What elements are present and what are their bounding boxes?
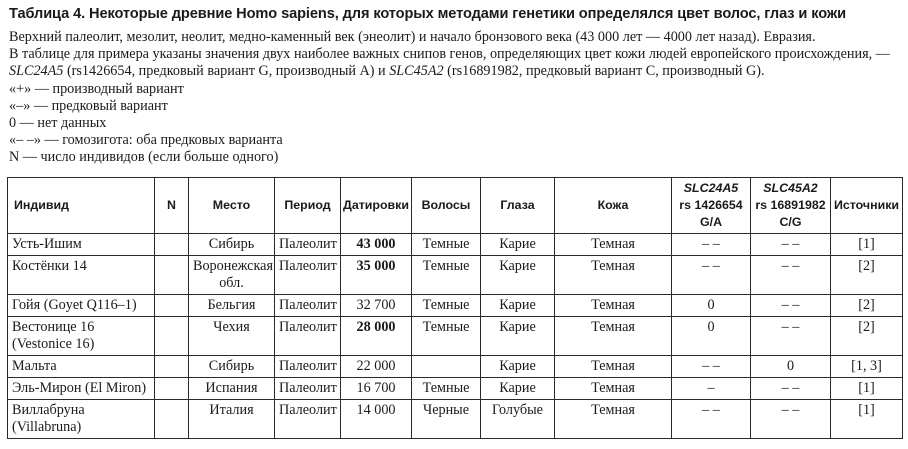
cell-place-text: Чехия: [213, 319, 250, 335]
cell-period: [275, 400, 341, 439]
cell-skin: [555, 378, 672, 400]
cell-place-text: Испания: [205, 380, 258, 396]
cell-eyes-text: Голубые: [492, 402, 543, 418]
cell-snp-slc45a2: [751, 295, 831, 317]
cell-snp-slc45a2-text: – –: [781, 236, 800, 252]
cell-place: [189, 400, 275, 439]
table-row: [8, 356, 903, 378]
header-snp1-alleles: G/A: [699, 215, 723, 229]
cell-place: [189, 234, 275, 256]
description-line-3: [9, 63, 904, 80]
cell-eyes-text: Карие: [499, 358, 536, 374]
cell-hair: [412, 356, 481, 378]
cell-place-text: Сибирь: [208, 358, 255, 374]
cell-snp-slc24a5: [672, 234, 751, 256]
header-snp-slc45a2: [751, 178, 831, 234]
cell-individual-text: Гойя (Goyet Q116–1): [12, 297, 137, 313]
cell-n: [155, 234, 189, 256]
header-snp1-rs: rs 1426654: [679, 198, 743, 212]
cell-snp-slc24a5: [672, 356, 751, 378]
gene-2-details: (rs16891982, предковый вариант C, производный G).: [443, 63, 765, 80]
header-snp2-rs: rs 16891982: [755, 198, 826, 212]
cell-place: [189, 256, 275, 295]
legend-item: «–» — предковый вариант: [9, 97, 168, 114]
cell-snp-slc24a5-text: – –: [702, 236, 720, 252]
header-snp-slc24a5: [672, 178, 751, 234]
cell-snp-slc24a5-text: – –: [702, 402, 720, 418]
cell-snp-slc45a2-text: – –: [781, 402, 800, 418]
cell-snp-slc24a5-text: – –: [702, 358, 720, 374]
cell-hair-text: Черные: [422, 402, 470, 418]
cell-sources: [831, 317, 903, 356]
cell-eyes: [481, 317, 555, 356]
cell-individual-text: Эль-Мирон (El Miron): [12, 380, 147, 396]
cell-individual: [8, 378, 155, 400]
cell-period-text: Палеолит: [279, 297, 337, 313]
header-period: Период: [275, 178, 341, 234]
cell-snp-slc45a2: [751, 400, 831, 439]
cell-place: [189, 317, 275, 356]
cell-period: [275, 356, 341, 378]
cell-snp-slc24a5-text: 0: [707, 319, 715, 335]
cell-eyes: [481, 256, 555, 295]
cell-skin: [555, 234, 672, 256]
cell-hair: [412, 317, 481, 356]
cell-snp-slc45a2-text: – –: [781, 258, 800, 274]
cell-skin: [555, 295, 672, 317]
cell-skin: [555, 256, 672, 295]
cell-eyes: [481, 378, 555, 400]
cell-n: [155, 256, 189, 295]
legend-item: «+» — производный вариант: [9, 80, 184, 97]
cell-skin-text: Темная: [591, 297, 635, 313]
cell-individual: [8, 295, 155, 317]
cell-snp-slc24a5-text: – –: [702, 258, 720, 274]
header-snp2-gene: SLC45A2: [763, 181, 818, 195]
cell-dating-text: 28 000: [356, 319, 396, 335]
cell-n: [155, 400, 189, 439]
cell-dating: [341, 356, 412, 378]
cell-sources: [831, 295, 903, 317]
cell-period-text: Палеолит: [279, 402, 337, 418]
legend-item: N — число индивидов (если больше одного): [9, 149, 279, 166]
table-title: Таблица 4. Некоторые древние Homo sapiens, для которых методами генетики определялся цвет волос, глаз и кожи: [9, 6, 846, 22]
cell-place: [189, 356, 275, 378]
cell-individual: [8, 317, 155, 356]
cell-snp-slc45a2: [751, 317, 831, 356]
cell-skin-text: Темная: [591, 236, 635, 252]
cell-hair-text: Темные: [422, 297, 470, 313]
cell-individual-text: Усть-Ишим: [12, 236, 82, 252]
cell-hair-text: Темные: [422, 236, 470, 252]
gene-name-slc45a2: SLC45A2: [389, 63, 444, 80]
cell-sources-text: [2]: [858, 297, 875, 313]
cell-sources-text: [1, 3]: [851, 358, 882, 374]
header-sources: Источники: [831, 178, 903, 234]
cell-dating-text: 43 000: [356, 236, 396, 252]
cell-sources-text: [1]: [858, 402, 875, 418]
cell-individual-line-2: (Vestonice 16): [12, 336, 95, 352]
cell-dating: [341, 256, 412, 295]
header-snp1-gene: SLC24A5: [683, 181, 739, 195]
cell-hair: [412, 295, 481, 317]
cell-dating-text: 22 000: [356, 358, 396, 374]
cell-individual-text: Мальта: [12, 358, 57, 374]
table-row: [8, 378, 903, 400]
cell-individual-line-2: (Villabruna): [12, 419, 82, 435]
cell-period: [275, 234, 341, 256]
cell-period: [275, 378, 341, 400]
cell-snp-slc24a5: [672, 295, 751, 317]
cell-n: [155, 295, 189, 317]
cell-individual: [8, 234, 155, 256]
cell-eyes-text: Карие: [499, 319, 536, 335]
cell-snp-slc45a2: [751, 378, 831, 400]
header-snp2-alleles: C/G: [779, 215, 802, 229]
cell-snp-slc24a5: [672, 317, 751, 356]
cell-dating-text: 14 000: [356, 402, 396, 418]
cell-individual: [8, 256, 155, 295]
cell-period-text: Палеолит: [279, 236, 337, 252]
cell-individual-text: Вестонице 16: [12, 319, 95, 335]
header-skin: Кожа: [555, 178, 672, 234]
cell-place-text: Бельгия: [207, 297, 256, 313]
header-individual: Индивид: [8, 178, 155, 234]
cell-snp-slc45a2: [751, 356, 831, 378]
cell-dating: [341, 295, 412, 317]
cell-place-text: Италия: [209, 402, 254, 418]
cell-snp-slc45a2-text: – –: [781, 319, 800, 335]
cell-place-text: Сибирь: [208, 236, 255, 252]
cell-snp-slc45a2-text: – –: [781, 380, 800, 396]
cell-dating: [341, 317, 412, 356]
cell-individual-text: Виллабруна: [12, 402, 85, 418]
cell-sources: [831, 378, 903, 400]
header-dating: Датировки: [341, 178, 412, 234]
cell-n: [155, 378, 189, 400]
table-row: [8, 256, 903, 295]
cell-eyes: [481, 356, 555, 378]
cell-period-text: Палеолит: [279, 380, 337, 396]
cell-snp-slc45a2: [751, 234, 831, 256]
cell-dating-text: 35 000: [356, 258, 396, 274]
cell-eyes-text: Карие: [499, 258, 536, 274]
cell-sources: [831, 234, 903, 256]
cell-sources: [831, 256, 903, 295]
cell-eyes: [481, 234, 555, 256]
cell-place: [189, 295, 275, 317]
cell-skin: [555, 400, 672, 439]
cell-sources-text: [1]: [858, 380, 875, 396]
cell-snp-slc24a5: [672, 256, 751, 295]
cell-sources-text: [2]: [858, 319, 875, 335]
header-hair: Волосы: [412, 178, 481, 234]
cell-period: [275, 295, 341, 317]
cell-period: [275, 256, 341, 295]
table-row: [8, 234, 903, 256]
cell-snp-slc24a5-text: 0: [707, 297, 715, 313]
cell-sources-text: [2]: [858, 258, 875, 274]
cell-skin-text: Темная: [591, 402, 635, 418]
cell-individual: [8, 356, 155, 378]
cell-dating: [341, 400, 412, 439]
cell-place: [189, 378, 275, 400]
cell-n: [155, 317, 189, 356]
table-header-row: [8, 178, 903, 234]
cell-dating-text: 16 700: [356, 380, 396, 396]
cell-place-line-2: обл.: [219, 275, 244, 291]
legend-item: «– –» — гомозигота: оба предковых варианта: [9, 132, 283, 149]
cell-sources-text: [1]: [858, 236, 875, 252]
cell-sources: [831, 356, 903, 378]
cell-snp-slc24a5: [672, 378, 751, 400]
legend-item: 0 — нет данных: [9, 115, 107, 132]
cell-individual: [8, 400, 155, 439]
cell-snp-slc45a2-text: 0: [786, 358, 795, 374]
cell-hair: [412, 400, 481, 439]
cell-dating: [341, 234, 412, 256]
table-body: [8, 234, 903, 439]
cell-snp-slc24a5-text: –: [707, 380, 715, 396]
cell-skin: [555, 356, 672, 378]
cell-snp-slc24a5: [672, 400, 751, 439]
cell-eyes: [481, 400, 555, 439]
cell-snp-slc45a2-text: – –: [781, 297, 800, 313]
description-line-1: Верхний палеолит, мезолит, неолит, медно-каменный век (энеолит) и начало бронзового века (43 000 лет — 4000 лет назад). Евразия.: [9, 29, 816, 45]
cell-hair-text: Темные: [422, 319, 470, 335]
cell-eyes-text: Карие: [499, 236, 536, 252]
table-description: [9, 29, 904, 167]
cell-hair: [412, 256, 481, 295]
description-line-2: В таблице для примера указаны значения двух наиболее важных снипов генов, определяющих цвет кожи людей европейского происхождения, —: [9, 46, 890, 63]
data-table: [7, 177, 903, 439]
cell-individual-text: Костёнки 14: [12, 258, 87, 274]
header-n: N: [155, 178, 189, 234]
table-row: [8, 400, 903, 439]
cell-hair-text: Темные: [422, 258, 470, 274]
cell-sources: [831, 400, 903, 439]
cell-eyes: [481, 295, 555, 317]
cell-skin-text: Темная: [591, 258, 635, 274]
cell-period: [275, 317, 341, 356]
cell-hair: [412, 378, 481, 400]
cell-place-text: Воронежская: [193, 258, 273, 274]
cell-n: [155, 356, 189, 378]
cell-hair-text: Темные: [422, 380, 470, 396]
cell-hair: [412, 234, 481, 256]
cell-skin-text: Темная: [591, 380, 635, 396]
cell-snp-slc45a2: [751, 256, 831, 295]
cell-skin-text: Темная: [591, 319, 635, 335]
table-row: [8, 317, 903, 356]
cell-dating-text: 32 700: [356, 297, 396, 313]
cell-skin: [555, 317, 672, 356]
cell-skin-text: Темная: [591, 358, 635, 374]
table-row: [8, 295, 903, 317]
gene-name-slc24a5: SLC24A5: [9, 63, 64, 80]
cell-period-text: Палеолит: [279, 258, 337, 274]
cell-eyes-text: Карие: [499, 297, 536, 313]
cell-period-text: Палеолит: [279, 358, 337, 374]
header-eyes: Глаза: [481, 178, 555, 234]
cell-dating: [341, 378, 412, 400]
gene-1-details: (rs1426654, предковый вариант G, производный A) и: [63, 63, 390, 80]
cell-eyes-text: Карие: [499, 380, 536, 396]
cell-period-text: Палеолит: [279, 319, 337, 335]
header-place: Место: [189, 178, 275, 234]
